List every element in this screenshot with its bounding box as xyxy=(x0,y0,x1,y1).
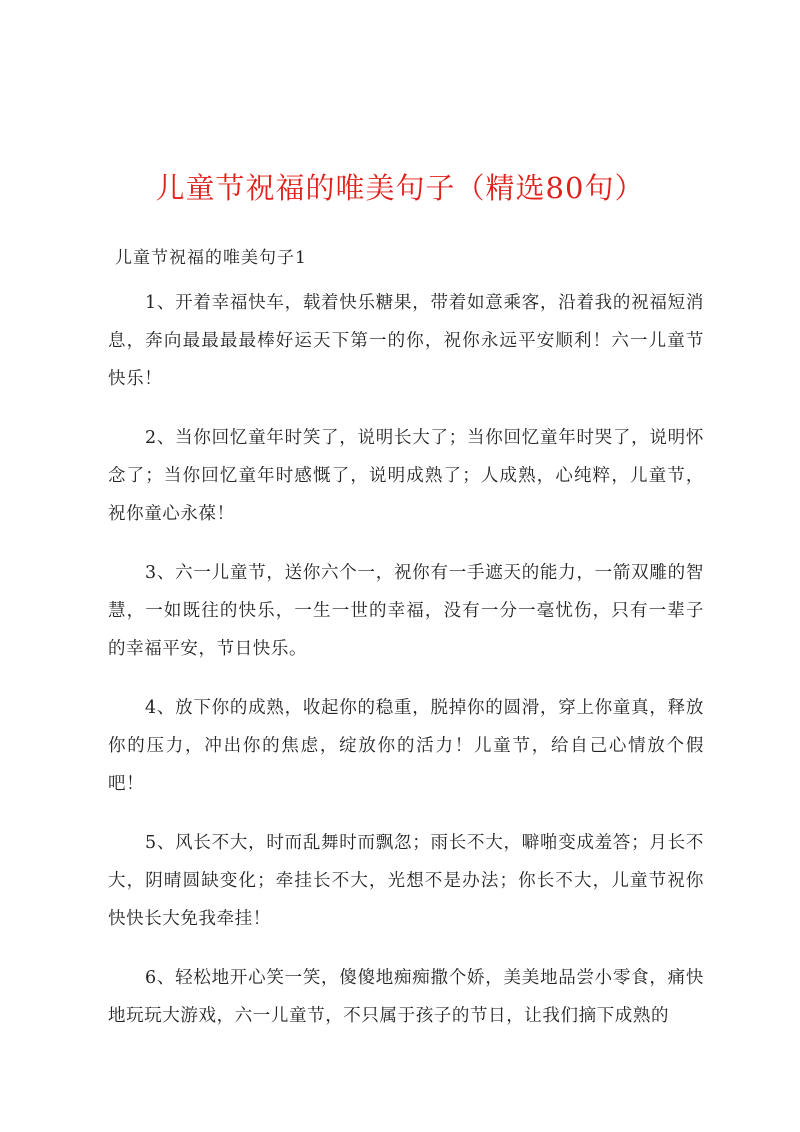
document-body xyxy=(108,284,704,1056)
paragraph-4: 4、放下你的成熟，收起你的稳重，脱掉你的圆滑，穿上你童真，释放你的压力，冲出你的焦虑，绽放你的活力！儿童节，给自己心情放个假吧！ xyxy=(108,698,704,794)
paragraph-3: 3、六一儿童节，送你六个一，祝你有一手遮天的能力，一箭双雕的智慧，一如既往的快乐，一生一世的幸福，没有一分一毫忧伤，只有一辈子的幸福平安，节日快乐。 xyxy=(108,563,704,659)
paragraph-2: 2、当你回忆童年时笑了，说明长大了；当你回忆童年时哭了，说明怀念了；当你回忆童年时感慨了，说明成熟了；人成熟，心纯粹，儿童节，祝你童心永葆！ xyxy=(108,428,704,524)
paragraph-5: 5、风长不大，时而乱舞时而飘忽；雨长不大，噼啪变成羞答；月长不大，阴晴圆缺变化；牵挂长不大，光想不是办法；你长不大，儿童节祝你快快长大免我牵挂！ xyxy=(108,833,704,929)
document-title: 儿童节祝福的唯美句子（精选80句） xyxy=(155,171,645,205)
paragraph-1: 1、开着幸福快车，载着快乐糖果，带着如意乘客，沿着我的祝福短消息，奔向最最最最棒好运天下第一的你，祝你永远平安顺利！六一儿童节快乐！ xyxy=(108,293,704,389)
section-heading: 儿童节祝福的唯美句子1 xyxy=(115,248,307,268)
paragraph-6: 6、轻松地开心笑一笑，傻傻地痴痴撒个娇，美美地品尝小零食，痛快地玩玩大游戏，六一儿童节，不只属于孩子的节日，让我们摘下成熟的 xyxy=(108,968,704,1026)
